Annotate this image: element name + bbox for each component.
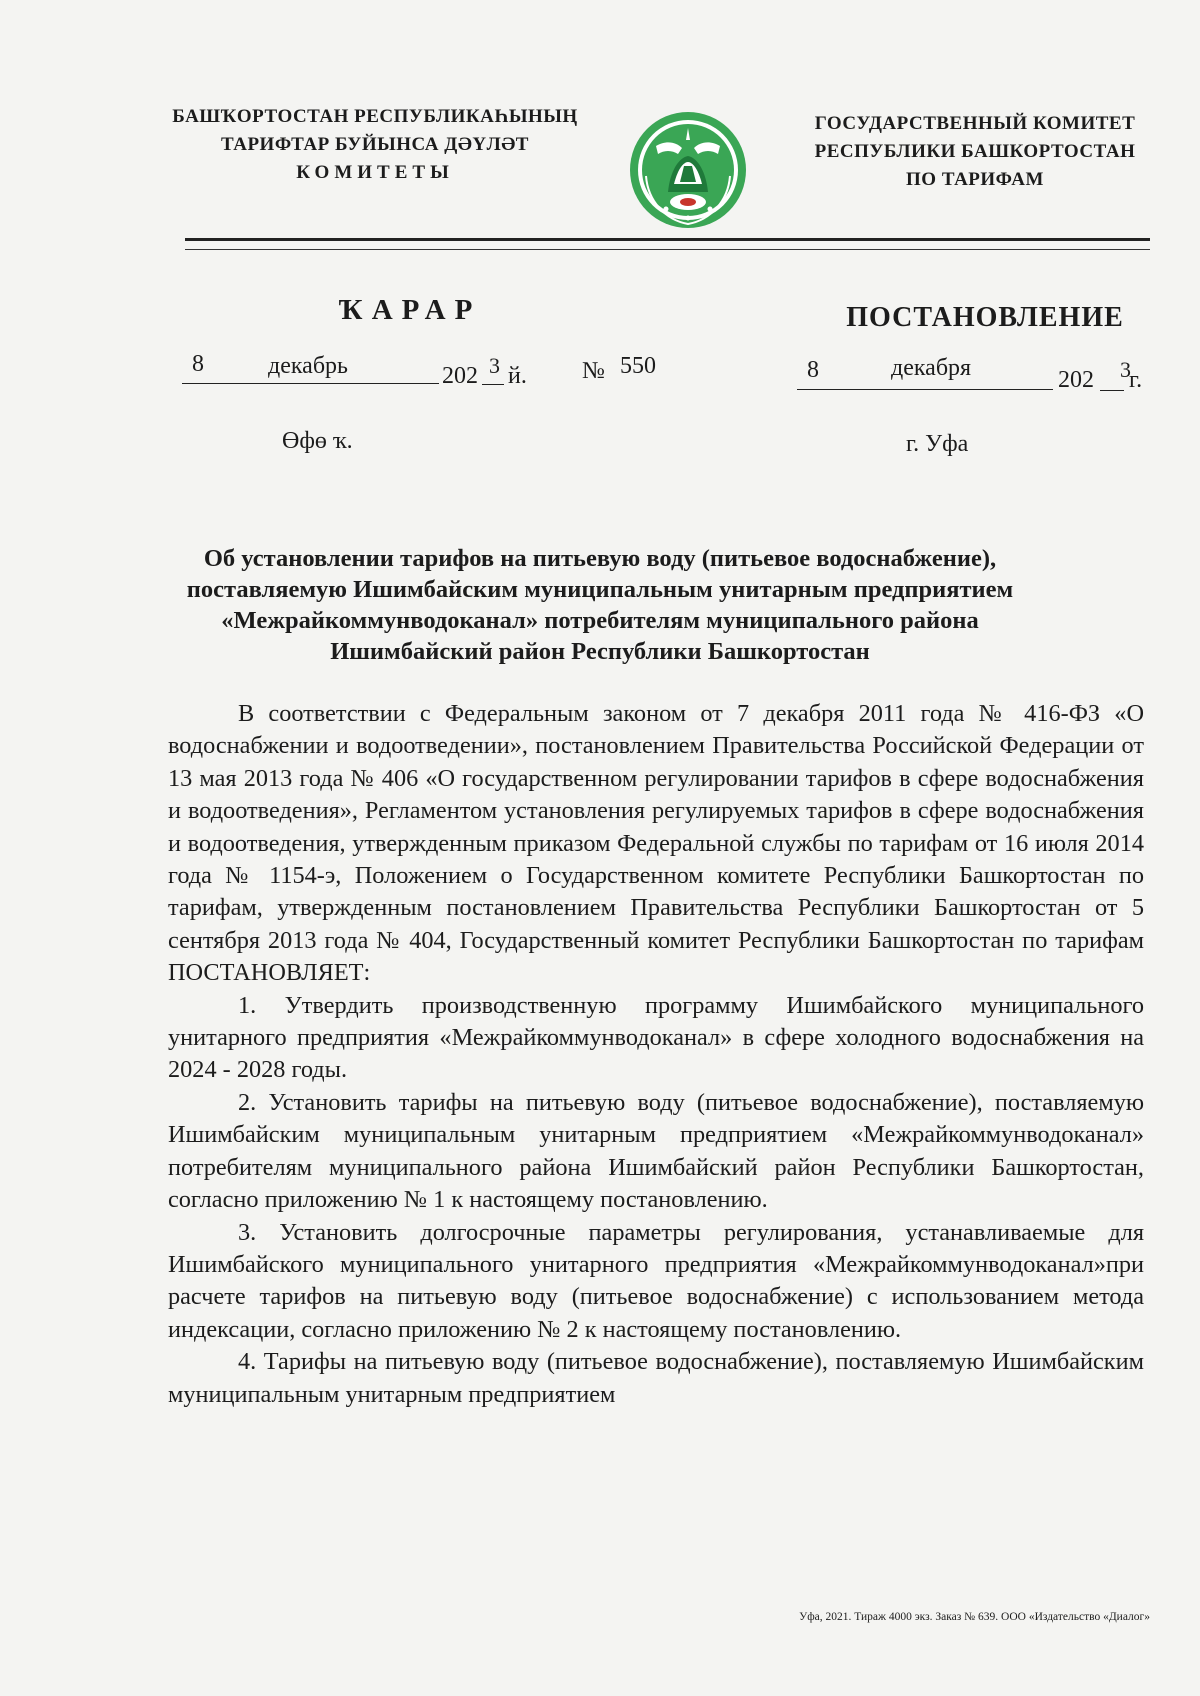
right-year-underline [1100,390,1124,391]
paragraph-item-1: 1. Утвердить производственную программу Ишимбайского муниципального унитарного предприятия «Межрайкоммунводоканал» в сфере холодного водоснабжения на 2024 - 2028 годы. [168,991,1144,1084]
org-name-bashkir [150,103,600,187]
left-year-suffix: й. [508,363,527,389]
paragraph-item-2: 2. Установить тарифы на питьевую воду (питьевое водоснабжение), поставляемую Ишимбайским муниципальным унитарным предприятием «Межрайкоммунводоканал» потребителям муниципального района Ишимбайский район Республики Башкортостан, согласно приложению № 1 к настоящему постановлению. [168,1088,1144,1214]
left-year-underline [482,384,504,385]
right-year-suffix: г. [1129,367,1143,393]
right-date-month: декабря [891,355,972,381]
org-name-bashkir-line1: БАШҠОРТОСТАН РЕСПУБЛИКАҺЫНЫҢ [172,106,578,127]
left-number-sign: № [582,358,605,384]
coat-of-arms-icon [626,106,751,236]
left-year-digit: 3 [489,353,500,378]
left-date-month: декабрь [268,353,348,379]
right-date-underline [797,389,1053,390]
header-rule-thin [185,249,1150,250]
right-date-day: 8 [807,357,819,383]
left-year-prefix: 202 [442,363,478,389]
document-title: Об установлении тарифов на питьевую воду (питьевое водоснабжение), поставляемую Ишимбайским муниципальным унитарным предприятием «Межрайкоммунводоканал» потребителям муниципального района Ишимбайский район Республики Башкортостан [186,545,1014,665]
org-name-russian-line1: ГОСУДАРСТВЕННЫЙ КОМИТЕТ [814,113,1136,134]
document-body [168,698,1144,1411]
paragraph-preamble: В соответствии с Федеральным законом от 7 декабря 2011 года № 416-ФЗ «О водоснабжении и водоотведении», постановлением Правительства Российской Федерации от 13 мая 2013 года № 406 «О государственном регулировании тарифов в сфере водоснабжения и водоотведения», Регламентом установления регулируемых тарифов в сфере водоснабжения и водоотведения, утвержденным приказом Федеральной службы по тарифам от 16 июля 2014 года № 1154-э, Положением о Государственном комитете Республики Башкортостан по тарифам, утвержденным постановлением Правительства Республики Башкортостан от 5 сентября 2013 года № 404, Государственный комитет Республики Башкортостан по тарифам ПОСТАНОВЛЯЕТ: [168,700,1144,987]
header-rule-thick [185,238,1150,241]
decree-heading-bashkir: ҠАРАР [338,294,482,326]
left-date-day: 8 [192,351,204,377]
place-russian: г. Уфа [906,431,969,457]
right-year-prefix: 202 [1058,367,1094,393]
org-name-russian-line3: ПО ТАРИФАМ [906,169,1044,190]
right-year-digit: 3 [1120,357,1131,382]
left-date-underline [182,383,439,384]
left-decree-number: 550 [620,353,656,379]
paragraph-item-3: 3. Установить долгосрочные параметры регулирования, устанавливаемые для Ишимбайского муниципального унитарного предприятия «Межрайкоммунводоканал»при расчете тарифов на питьевую воду (питьевое водоснабжение) с использованием метода индексации, согласно приложению № 2 к настоящему постановлению. [168,1218,1144,1343]
print-imprint: Уфа, 2021. Тираж 4000 экз. Заказ № 639. ООО «Издательство «Диалог» [799,1611,1150,1623]
org-name-bashkir-line3: КОМИТЕТЫ [296,162,454,183]
decree-heading-russian: ПОСТАНОВЛЕНИЕ [846,302,1124,333]
org-name-russian [785,110,1165,194]
org-name-bashkir-line2: ТАРИФТАР БУЙЫНСА ДӘҮЛӘТ [221,134,529,155]
paragraph-item-4: 4. Тарифы на питьевую воду (питьевое водоснабжение), поставляемую Ишимбайским муниципальным унитарным предприятием [168,1348,1144,1408]
org-name-russian-line2: РЕСПУБЛИКИ БАШКОРТОСТАН [814,141,1136,162]
coat-of-arms-emblem [626,106,751,236]
place-bashkir: Өфө ҡ. [282,428,353,454]
